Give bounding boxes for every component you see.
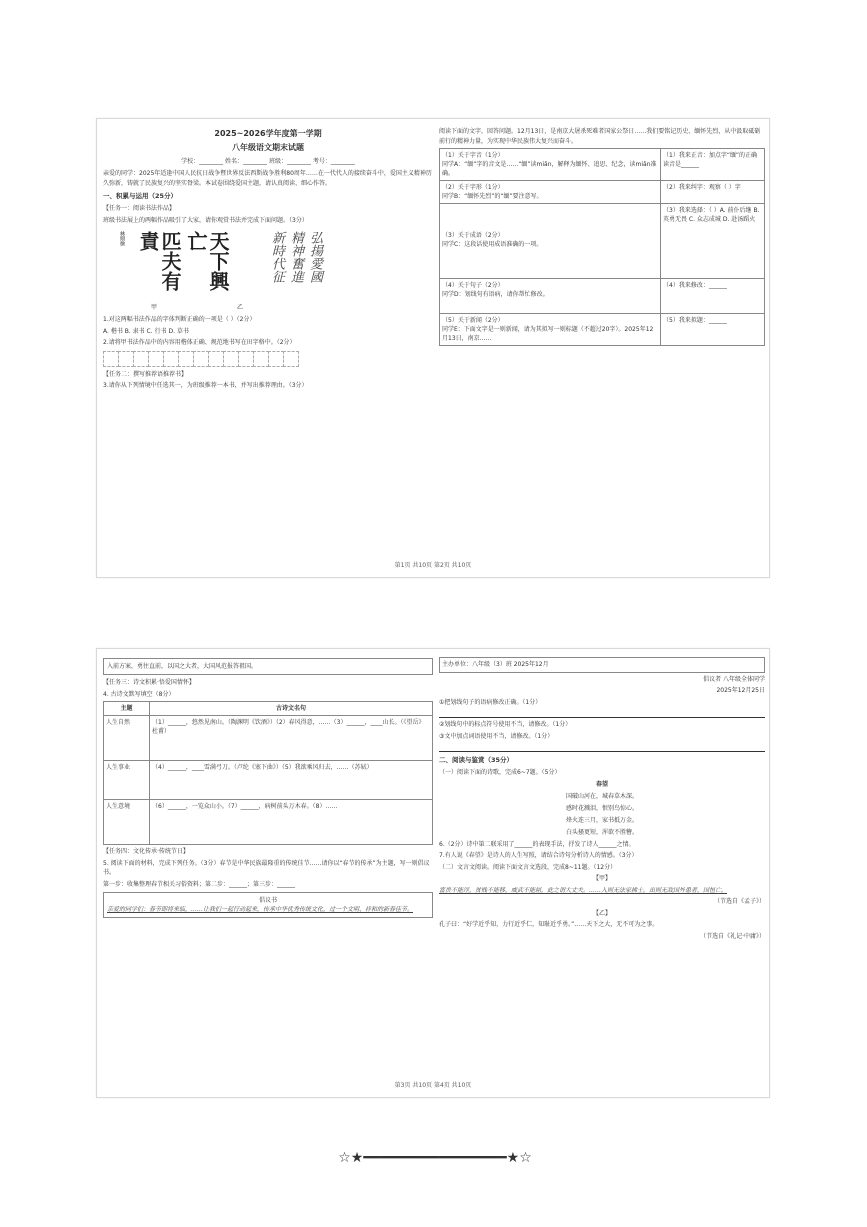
task-heading: 【任务四：文化传承·传统节日】 — [103, 848, 189, 855]
poem-line: 烽火连三月，家书抵万金。 — [565, 816, 638, 824]
question-6: 6.（2分）诗中第二联采用了______的表现手法，抒发了诗人______之情。 — [439, 840, 635, 848]
answer-cell[interactable]: （4）我来修改：______ — [661, 279, 765, 314]
passage-text: 富贵不能淫，贫贱不能移，威武不能屈，此之谓大丈夫。……入则无法家拂士，出则无敌国外患者，国恒亡。 — [439, 886, 728, 894]
caption-b: 乙 — [237, 304, 244, 311]
question-1: 1.对这两幅书法作品的字体判断正确的一项是（ ）（2分） — [103, 316, 256, 323]
sub-question: ②划线句中的标点符号使用不当，请修改。（1分） — [439, 721, 572, 728]
sub-question: ③文中加点词语使用不当，请修改。（1分） — [439, 732, 554, 740]
proposal-letter — [103, 892, 433, 918]
answer-cell[interactable]: （5）我来拟题：______ — [661, 314, 765, 346]
row-text: 同学D：划线句有语病，请你帮忙修改。 — [442, 291, 549, 298]
task-desc: 班级书法展上的两幅作品吸引了大家，请你观赏书法并完成下面问题。（3分） — [103, 216, 308, 224]
table-row — [440, 149, 765, 181]
passage-label: 【甲】 — [592, 875, 611, 882]
page-4-column — [439, 655, 765, 1067]
poem-fill-table — [103, 701, 433, 845]
ornament-divider: ☆★━━━━━━━━━━━━━━━━━★☆ — [338, 1150, 532, 1166]
answer-cell[interactable]: （2）我来纠字：观察（ ）字 — [661, 181, 765, 204]
question-5-steps: 第一步：收集整理春节相关习俗资料；第二步：______；第三步：______ — [103, 880, 296, 888]
table-header — [104, 702, 433, 716]
page-2-column — [439, 125, 765, 547]
column-header: 古诗文名句 — [150, 702, 433, 716]
exam-page-3-4 — [96, 648, 770, 1098]
question-1-options: A. 楷书 B. 隶书 C. 行书 D. 草书 — [103, 327, 189, 335]
calligraphy-col: 匹夫有責 — [136, 231, 182, 291]
calligraphy-images — [111, 231, 433, 301]
calligraphy-col: 天下興亡 — [184, 231, 230, 291]
table-row — [104, 761, 433, 800]
passage-source: （节选自《礼记·中庸》） — [700, 932, 765, 940]
answer-line[interactable] — [439, 709, 765, 718]
poem-line: 国破山河在，城春草木深。 — [565, 792, 638, 800]
answer-cell[interactable]: （1）我来正音：加点字“缅”的正确读音是______ — [661, 149, 765, 181]
passage-source: （节选自《孟子》） — [713, 898, 765, 905]
row-label: （3）关于成语（2分） — [442, 232, 504, 239]
sub-question: ①把划线句子的语病修改正确。（1分） — [439, 698, 542, 706]
letter-title: 倡议书 — [258, 897, 277, 904]
theme-cell: 人生自然 — [104, 716, 150, 761]
exam-subtitle: 八年级语文期末试题 — [232, 143, 304, 152]
letter-continued: 主办单位：八年级（3）班 2025年12月 — [439, 657, 765, 673]
reading-intro: 阅读下面的文字，回答问题。12月13日，是南京大屠杀死难者国家公祭日……我们要铭记历史、缅怀先烈，从中汲取砥砺前行的精神力量，为实现中华民族伟大复兴而奋斗。 — [439, 128, 761, 145]
exam-intro: 亲爱的同学：2025年适逢中国人民抗日战争暨世界反法西斯战争胜利80周年……在一代代人的接续奋斗中，爱国主义精神历久弥新，铸就了民族复兴的坚实脊梁。本试卷围绕爱国主题，请认真阅读、细心作答。 — [103, 170, 432, 187]
poem-title: 春望 — [595, 780, 608, 788]
calligraphy-b — [269, 231, 322, 301]
section-heading: 一、积累与运用（25分） — [103, 192, 178, 200]
letter-body: 亲爱的同学们：春节即将来临，……让我们一起行动起来，传承中华优秀传统文化，过一个文明、祥和的新春佳节。 — [107, 906, 414, 913]
calligraphy-col: 精神奮進 — [288, 231, 303, 283]
calligraphy-a — [111, 231, 229, 301]
exam-page-1-2 — [96, 118, 770, 578]
question-2: 2.请将甲书法作品中的内容用楷体正确、规范地书写在田字格中。（2分） — [103, 339, 296, 346]
task-heading: 【任务二：撰写推荐语推荐书】 — [103, 370, 188, 378]
answer-cell[interactable]: （3）我来选择：（ ）A. 前仆后继 B. 英勇无畏 C. 众志成城 D. 赴汤蹈火 — [661, 204, 765, 279]
table-row — [104, 716, 433, 761]
table-row — [440, 279, 765, 314]
question-3: 3.请你从下列情境中任选其一，为班级推荐一本书，并写出推荐理由。（3分） — [103, 382, 308, 389]
table-row — [440, 181, 765, 204]
caption-a: 甲 — [151, 304, 158, 311]
passage-text: 孔子曰：“好学近乎知，力行近乎仁，知耻近乎勇。”……天下之大，无不可为之事。 — [439, 921, 659, 928]
task-heading: 【任务一：阅读书法作品】 — [103, 205, 176, 212]
passage-label: 【乙】 — [592, 909, 611, 917]
poem-line: 感时花溅泪，恨别鸟惊心。 — [565, 804, 638, 812]
question-4: 4. 古诗文默写填空（8分） — [103, 690, 175, 698]
table-row — [440, 204, 765, 279]
column-header: 主题 — [104, 702, 150, 716]
task-heading: 【任务三：诗文积累·悟爱国情怀】 — [103, 679, 195, 686]
question-7: 7.有人说《春望》是诗人的人生写照，请结合诗句分析诗人的情感。（3分） — [439, 852, 638, 859]
row-text: 同学C：这段话使用成语准确的一项。 — [442, 241, 543, 248]
fill-cell[interactable]: （1）______，悠然见南山。（陶渊明《饮酒》）（2）春风得意，……（3）______，____山长。（《望岳》杜甫） — [150, 716, 433, 761]
question-5: 5. 阅读下面的材料，完成下列任务。（3分）春节是中华民族最隆重的传统佳节……请你以“春节的传承”为主题，写一则倡议书。 — [103, 859, 430, 876]
page-footer: 第3页 共10页 第4页 共10页 — [394, 1082, 472, 1089]
section-heading: 二、阅读与鉴赏（35分） — [439, 756, 514, 764]
exam-title: 2025~2026学年度第一学期 — [214, 129, 322, 138]
row-label: （2）关于字形（1分） — [442, 184, 504, 191]
tianzige-grid[interactable] — [103, 351, 433, 367]
fill-cell[interactable]: （6）______，一览众山小。（7）______，病树前头万木春。（8）…… — [150, 800, 433, 845]
table-row — [104, 800, 433, 845]
student-info-line: 学校：________ 姓名：________ 班级：________ 考号：________ — [181, 158, 355, 165]
row-label: （5）关于新闻（2分） — [442, 317, 504, 324]
page-1-column — [103, 125, 433, 547]
row-label: （1）关于字音（1分） — [442, 152, 504, 159]
letter-date: 2025年12月25日 — [716, 687, 765, 694]
page-footer: 第1页 共10页 第2页 共10页 — [394, 562, 472, 569]
task-table — [439, 148, 765, 346]
letter-sign: 倡议者 八年级全体同学 — [703, 675, 765, 683]
calligraphy-captions — [151, 303, 433, 313]
fill-cell[interactable]: （4）______，____雪满弓刀。（卢纶《塞下曲》）（5）我欲乘风归去，……（苏轼） — [150, 761, 433, 800]
reading-heading: （二）文言文阅读。阅读下面文言文选段，完成8~11题。（12分） — [439, 863, 617, 871]
calligraphy-col: 弘揚愛國 — [307, 231, 322, 283]
reading-heading: （一）阅读下面的诗歌，完成6~7题。（5分） — [439, 769, 561, 776]
calligraphy-signature: 林则徐 — [119, 231, 125, 246]
poem-line: 白头搔更短，浑欲不胜簪。 — [565, 828, 638, 836]
row-text: 同学A：“缅”字的音文是……“缅”读miǎn，解释为缅怀、追思、纪念，读miǎn准确。 — [442, 161, 657, 177]
carry-over-text: 入前方案，勇往直前，以国之大者，大国风范报答祖国。 — [103, 658, 433, 675]
page-3-column — [103, 655, 433, 1067]
theme-cell: 人生意境 — [104, 800, 150, 845]
answer-line[interactable] — [439, 743, 765, 752]
row-label: （4）关于句子（2分） — [442, 282, 504, 289]
theme-cell: 人生事业 — [104, 761, 150, 800]
calligraphy-col: 新時代征 — [269, 231, 284, 283]
row-text: 同学E：下面文字是一则新闻，请为其拟写一则标题（不超过20字）。2025年12月13日，南京…… — [442, 326, 654, 342]
row-text: 同学B：“缅怀先烈”的“缅”要注意写。 — [442, 193, 543, 200]
table-row — [440, 314, 765, 346]
